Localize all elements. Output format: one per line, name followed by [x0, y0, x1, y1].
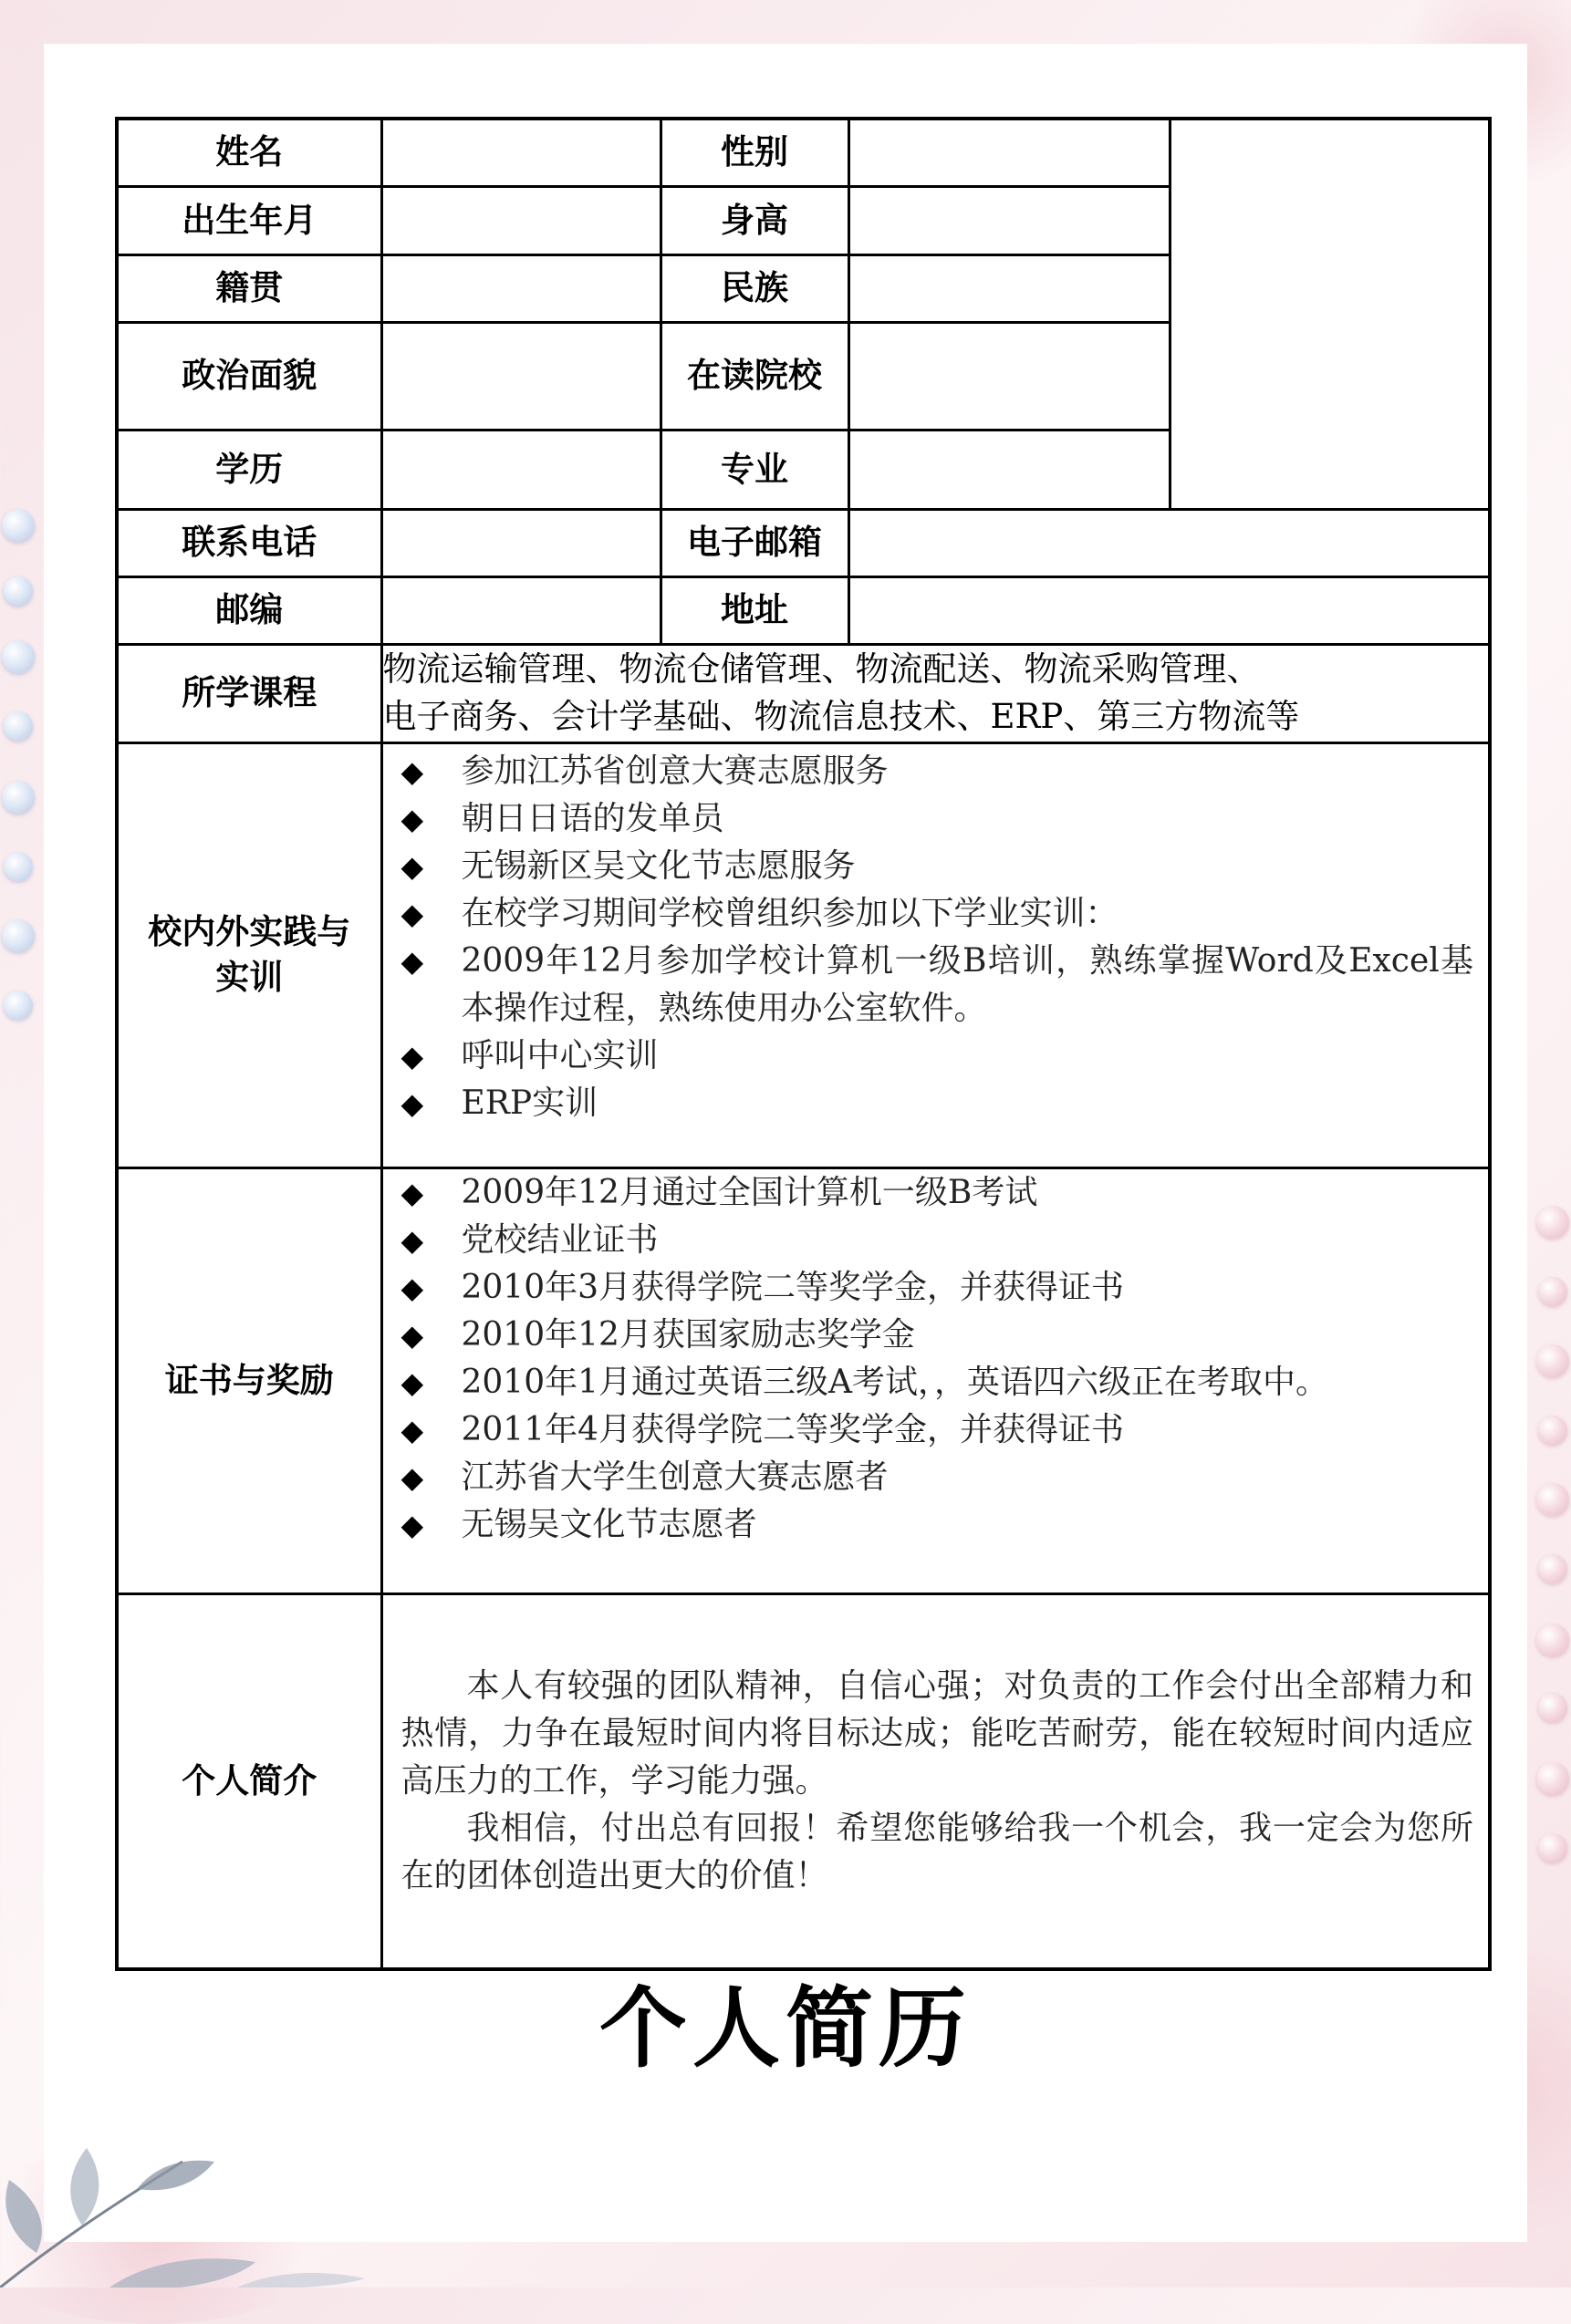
courses-line-1: 物流运输管理、物流仓储管理、物流配送、物流采购管理、: [382, 649, 1261, 689]
label-practice-text: 校内外实践与实训: [148, 912, 351, 997]
diamond-bullet-icon: ◆: [401, 896, 424, 931]
label-address: 地址: [661, 576, 848, 644]
diamond-bullet-icon: ◆: [401, 1222, 424, 1258]
value-gender[interactable]: [848, 119, 1170, 186]
label-native-place: 籍贯: [117, 254, 381, 322]
list-item: ◆ 在校学习期间学校曾组织参加以下学业实训：: [401, 890, 1474, 938]
value-political-status[interactable]: [381, 322, 661, 430]
leaf-branch-illustration: [0, 2125, 383, 2288]
label-ethnicity: 民族: [661, 254, 848, 322]
value-ethnicity[interactable]: [848, 254, 1170, 322]
diamond-bullet-icon: ◆: [401, 801, 424, 836]
list-item: ◆ 2010年12月获国家励志奖学金: [401, 1312, 1474, 1359]
list-item: ◆ 江苏省大学生创意大赛志愿者: [401, 1454, 1474, 1501]
label-email: 电子邮箱: [661, 509, 848, 576]
label-height: 身高: [661, 186, 848, 254]
diamond-bullet-icon: ◆: [401, 848, 424, 884]
diamond-bullet-icon: ◆: [401, 1459, 424, 1495]
page-title: 个人简历: [599, 1977, 972, 2080]
value-native-place[interactable]: [381, 254, 661, 322]
value-phone[interactable]: [381, 509, 661, 576]
list-item: ◆ 2009年12月通过全国计算机一级B考试: [401, 1169, 1474, 1217]
list-item: ◆ 2009年12月参加学校计算机一级B培训，熟练掌握Word及Excel基本操作过程，熟练使用办公室软件。: [401, 938, 1474, 1032]
value-major[interactable]: [848, 430, 1170, 509]
value-postcode[interactable]: [381, 576, 661, 644]
photo-box[interactable]: [1170, 119, 1490, 509]
intro-paragraph-1: 本人有较强的团队精神，自信心强；对负责的工作会付出全部精力和热情，力争在最短时间内将目标达成；能吃苦耐劳，能在较短时间内适应高压力的工作，学习能力强。: [401, 1666, 1473, 1800]
diamond-bullet-icon: ◆: [401, 1507, 424, 1542]
diamond-bullet-icon: ◆: [401, 1317, 424, 1353]
value-email[interactable]: [848, 509, 1490, 576]
diamond-bullet-icon: ◆: [401, 1364, 424, 1400]
list-item: ◆ ERP实训: [401, 1080, 1474, 1127]
diamond-bullet-icon: ◆: [401, 1175, 424, 1210]
intro-paragraph-2: 我相信，付出总有回报！希望您能够给我一个机会，我一定会为您所在的团体创造出更大的价值！: [401, 1809, 1473, 1894]
value-school[interactable]: [848, 322, 1170, 430]
list-item: ◆ 无锡新区吴文化节志愿服务: [401, 843, 1474, 890]
label-awards: 证书与奖励: [117, 1167, 381, 1593]
value-height[interactable]: [848, 186, 1170, 254]
list-item: ◆ 2011年4月获得学院二等奖学金，并获得证书: [401, 1406, 1474, 1454]
value-name[interactable]: [381, 119, 661, 186]
label-phone: 联系电话: [117, 509, 381, 576]
diamond-bullet-icon: ◆: [401, 943, 424, 979]
resume-table: [115, 117, 1492, 1971]
label-birth: 出生年月: [117, 186, 381, 254]
label-school: 在读院校: [661, 322, 848, 430]
courses-text: [381, 644, 1490, 742]
list-item: ◆ 2010年3月获得学院二等奖学金，并获得证书: [401, 1264, 1474, 1312]
diamond-bullet-icon: ◆: [401, 1412, 424, 1447]
label-education: 学历: [117, 430, 381, 509]
courses-line-2: 电子商务、会计学基础、物流信息技术、ERP、第三方物流等: [382, 697, 1300, 736]
list-item: ◆ 2010年1月通过英语三级A考试，，英语四六级正在考取中。: [401, 1359, 1474, 1406]
diamond-bullet-icon: ◆: [401, 1270, 424, 1305]
practice-list: [401, 748, 1474, 1127]
list-item: ◆ 参加江苏省创意大赛志愿服务: [401, 748, 1474, 795]
label-intro: 个人简介: [117, 1593, 381, 1969]
list-item: ◆ 朝日日语的发单员: [401, 795, 1474, 843]
label-political-status: 政治面貌: [117, 322, 381, 430]
label-postcode: 邮编: [117, 576, 381, 644]
intro-text: [381, 1593, 1490, 1969]
label-major: 专业: [661, 430, 848, 509]
list-item: ◆ 呼叫中心实训: [401, 1032, 1474, 1080]
label-gender: 性别: [661, 119, 848, 186]
diamond-bullet-icon: ◆: [401, 1038, 424, 1074]
value-education[interactable]: [381, 430, 661, 509]
awards-list-cell: [381, 1167, 1490, 1593]
practice-list-cell: [381, 742, 1490, 1167]
value-address[interactable]: [848, 576, 1490, 644]
label-courses: 所学课程: [117, 644, 381, 742]
diamond-bullet-icon: ◆: [401, 1085, 424, 1121]
awards-list: [401, 1169, 1474, 1549]
list-item: ◆ 党校结业证书: [401, 1217, 1474, 1264]
label-name: 姓名: [117, 119, 381, 186]
list-item: ◆ 无锡吴文化节志愿者: [401, 1501, 1474, 1549]
diamond-bullet-icon: ◆: [401, 753, 424, 789]
label-practice: [117, 742, 381, 1167]
value-birth[interactable]: [381, 186, 661, 254]
